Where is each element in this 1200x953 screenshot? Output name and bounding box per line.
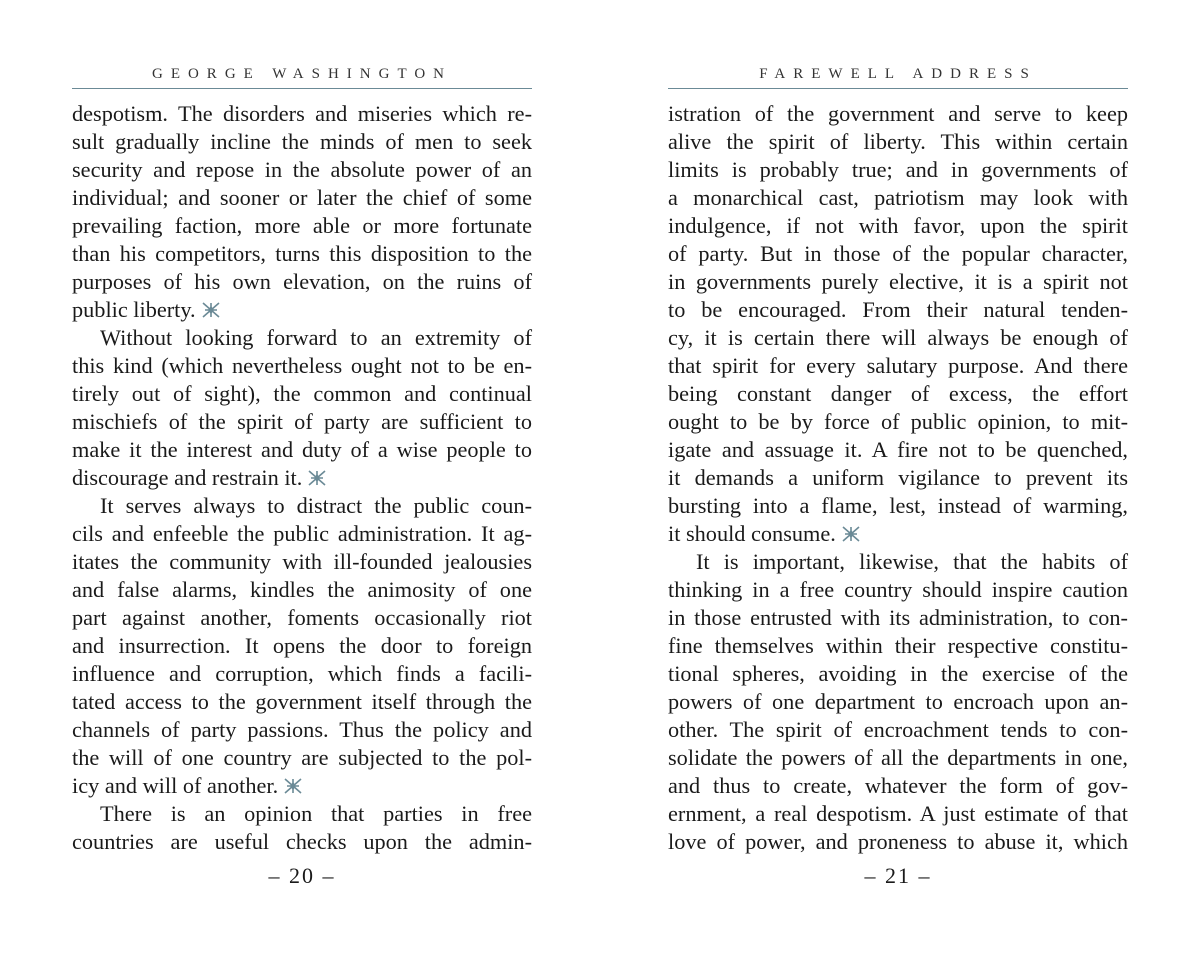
text-line: security and repose in the absolute power of an [72,157,532,182]
paragraph-end-line [72,464,532,492]
text-line: in those entrusted with its administration, to con- [668,605,1128,630]
running-head: FAREWELL ADDRESS [759,66,1037,82]
text-line: the will of one country are subjected to the pol- [72,745,532,770]
text-line: prevailing faction, more able or more fortunate [72,213,532,238]
text-line: being constant danger of excess, the effort [668,381,1128,406]
text-line: fine themselves within their respective constitu- [668,633,1128,658]
text-line: ernment, a real despotism. A just estimate of that [668,801,1128,826]
body-text [72,100,532,856]
text-line: despotism. The disorders and miseries which re- [72,101,532,126]
text-line: itates the community with ill-founded jealousies [72,549,532,574]
text-line: Without looking forward to an extremity of [100,325,532,350]
text-line: There is an opinion that parties in free [100,801,532,826]
text-line: tional spheres, avoiding in the exercise of the [668,661,1128,686]
text-line: of party. But in those of the popular character, [668,241,1128,266]
text-line: cils and enfeeble the public administration. It ag- [72,521,532,546]
header-rule [72,88,532,89]
text-line: to be encouraged. From their natural tenden- [668,297,1128,322]
text-line: other. The spirit of encroachment tends to con- [668,717,1128,742]
text-line: igate and assuage it. A fire not to be quenched, [668,437,1128,462]
text-line: purposes of his own elevation, on the ruins of [72,269,532,294]
text-line: tated access to the government itself through the [72,689,532,714]
text-line: cy, it is certain there will always be enough of [668,325,1128,350]
text-line: part against another, foments occasionally riot [72,605,532,630]
paragraph-end-line [668,520,1128,548]
text-line: indulgence, if not with favor, upon the spirit [668,213,1128,238]
text-line: it demands a uniform vigilance to prevent its [668,465,1128,490]
text-line: It is important, likewise, that the habits of [696,549,1128,574]
header-rule [668,88,1128,89]
text-line: influence and corruption, which finds a facili- [72,661,532,686]
text-line: public liberty. [72,297,196,322]
text-line: and insurrection. It opens the door to foreign [72,633,532,658]
text-line: solidate the powers of all the departments in one, [668,745,1128,770]
text-line: limits is probably true; and in governments of [668,157,1128,182]
text-line: bursting into a flame, lest, instead of warming, [668,493,1128,518]
text-line: It serves always to distract the public coun- [100,493,532,518]
text-line: countries are useful checks upon the admin- [72,829,532,854]
text-line: istration of the government and serve to keep [668,101,1128,126]
page-number: – 21 – [864,863,932,888]
fleuron-icon [202,302,220,318]
text-line: discourage and restrain it. [72,465,303,490]
text-line: alive the spirit of liberty. This within certain [668,129,1128,154]
text-line: this kind (which nevertheless ought not to be en- [72,353,532,378]
page-number: – 20 – [268,863,336,888]
fleuron-icon [308,470,326,486]
paragraph-end-line [72,772,532,800]
text-line: powers of one department to encroach upon an- [668,689,1128,714]
text-line: in governments purely elective, it is a spirit not [668,269,1128,294]
fleuron-icon [284,778,302,794]
text-line: make it the interest and duty of a wise people to [72,437,532,462]
text-line: thinking in a free country should inspire caution [668,577,1128,602]
text-line: it should consume. [668,521,836,546]
text-line: ought to be by force of public opinion, to mit- [668,409,1128,434]
text-line: that spirit for every salutary purpose. And there [668,353,1128,378]
fleuron-icon [842,526,860,542]
text-line: sult gradually incline the minds of men to seek [72,129,532,154]
running-head: GEORGE WASHINGTON [151,66,453,82]
text-line: a monarchical cast, patriotism may look with [668,185,1128,210]
text-line: icy and will of another. [72,773,279,798]
paragraph-end-line [72,296,532,324]
text-line: love of power, and proneness to abuse it, which [668,829,1128,854]
text-line: and false alarms, kindles the animosity of one [72,577,532,602]
body-text [668,100,1128,856]
text-line: channels of party passions. Thus the policy and [72,717,532,742]
text-line: than his competitors, turns this disposition to the [72,241,532,266]
text-line: tirely out of sight), the common and continual [72,381,532,406]
text-line: mischiefs of the spirit of party are sufficient to [72,409,532,434]
text-line: individual; and sooner or later the chief of some [72,185,532,210]
text-line: and thus to create, whatever the form of gov- [668,773,1128,798]
